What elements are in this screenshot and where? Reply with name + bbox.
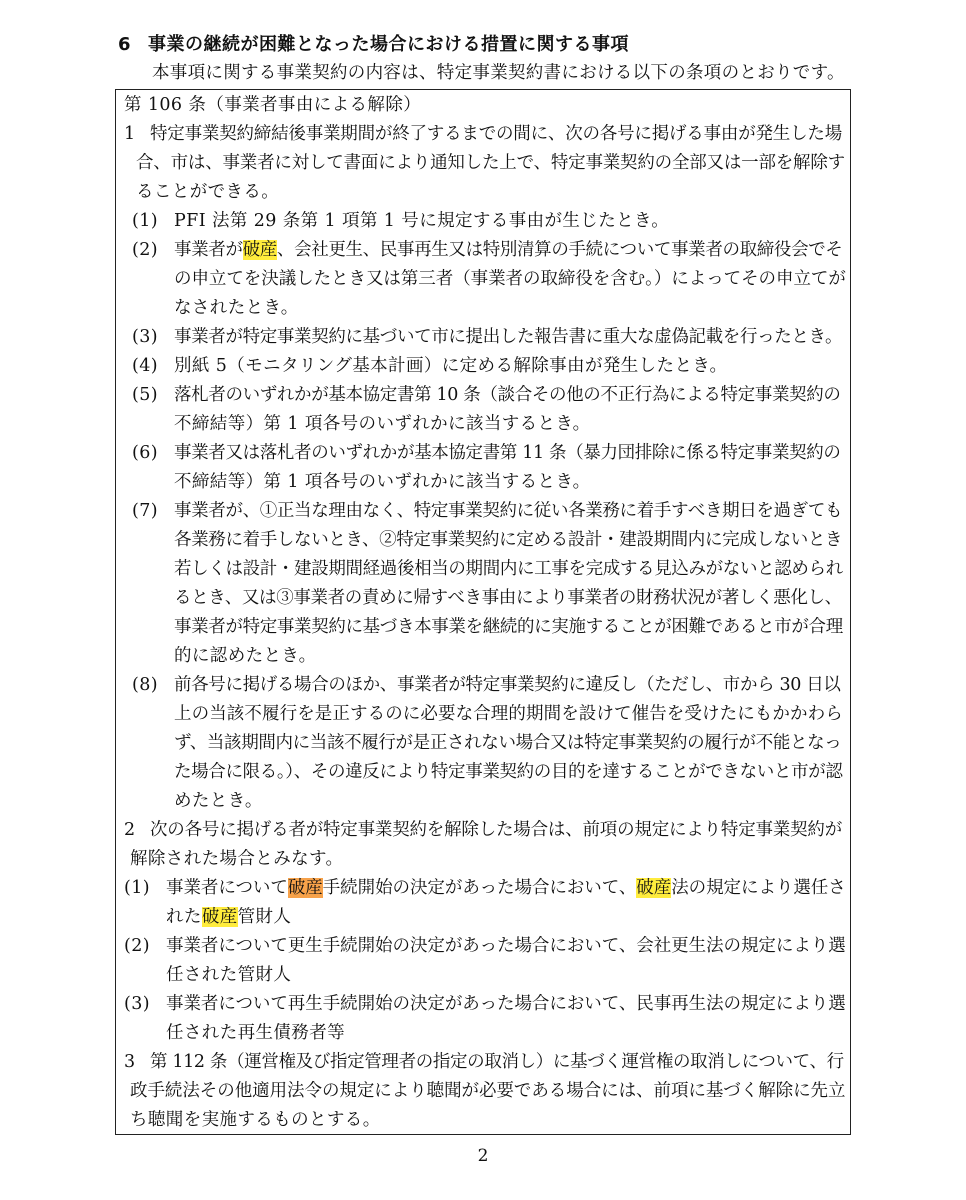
item-line xyxy=(166,875,846,901)
para3-line: 第 112 条（運営権及び指定管理者の指定の取消し）に基づく運営権の取消しについて、行 xyxy=(150,1052,844,1072)
item-line: めたとき。 xyxy=(174,791,263,811)
item-label: (2) xyxy=(132,240,158,260)
item-line: 任された再生債務者等 xyxy=(166,1023,345,1043)
text-segment: れた xyxy=(166,907,202,927)
para3-line: 政手続法その他適用法令の規定により聴聞が必要である場合には、前項に基づく解除に先立 xyxy=(130,1081,846,1101)
highlight-hasan: 破産 xyxy=(636,878,672,898)
item-line: 各業務に着手しないとき、②特定事業契約に定める設計・建設期間内に完成しないとき xyxy=(174,530,843,550)
highlight-hasan-orange: 破産 xyxy=(287,878,323,898)
item-line: 的に認めたとき。 xyxy=(174,646,317,666)
text-segment: 、会社更生、民事再生又は特別清算の手続について事業者の取締役会でそ xyxy=(276,240,843,260)
section-number: 6 xyxy=(118,34,132,55)
item-line: 別紙 5（モニタリング基本計画）に定める解除事由が発生したとき。 xyxy=(174,356,728,376)
item-line: PFI 法第 29 条第 1 項第 1 号に規定する事由が生じたとき。 xyxy=(174,211,670,231)
highlight-hasan: 破産 xyxy=(201,907,238,927)
item-label: (4) xyxy=(132,356,158,376)
item-line xyxy=(174,237,843,263)
item-line: た場合に限る。）、その違反により特定事業契約の目的を達することができないと市が認 xyxy=(174,762,843,782)
item-line: 落札者のいずれかが基本協定書第 10 条（談合その他の不正行為による特定事業契約の xyxy=(174,385,841,405)
item-line: ず、当該期間内に当該不履行が是正されない場合又は特定事業契約の履行が不能となっ xyxy=(174,733,842,753)
highlight-hasan: 破産 xyxy=(242,240,277,260)
para2-number: 2 xyxy=(124,820,136,840)
item-line: なされたとき。 xyxy=(174,298,299,318)
item-line: るとき、又は③事業者の責めに帰すべき事由により事業者の財務状況が著しく悪化し、 xyxy=(174,588,842,608)
page-number: 2 xyxy=(477,1146,489,1166)
text-segment: 事業者が xyxy=(174,240,243,260)
item-line: 事業者が特定事業契約に基づいて市に提出した報告書に重大な虚偽記載を行ったとき。 xyxy=(174,327,843,347)
para2-line: 次の各号に掲げる者が特定事業契約を解除した場合は、前項の規定により特定事業契約が xyxy=(150,820,842,840)
article-title: 第 106 条（事業者事由による解除） xyxy=(124,95,422,115)
item-line: 不締結等）第 1 項各号のいずれかに該当するとき。 xyxy=(174,472,591,492)
item-line: の申立てを決議したとき又は第三者（事業者の取締役を含む。）によってその申立てが xyxy=(174,269,846,289)
item-label: (7) xyxy=(132,501,158,521)
intro-text: 本事項に関する事業契約の内容は、特定事業契約書における以下の条項のとおりです。 xyxy=(152,63,845,83)
para2-line: 解除された場合とみなす。 xyxy=(130,849,344,869)
para3-number: 3 xyxy=(124,1052,136,1072)
item-line: 若しくは設計・建設期間経過後相当の期間内に工事を完成する見込みがないと認められ xyxy=(174,559,843,579)
item-line xyxy=(166,904,291,930)
item-line: 事業者について更生手続開始の決定があった場合において、会社更生法の規定により選 xyxy=(166,936,846,956)
item-line: 任された管財人 xyxy=(166,965,292,985)
item-line: 不締結等）第 1 項各号のいずれかに該当するとき。 xyxy=(174,414,591,434)
item-label: (8) xyxy=(132,675,158,695)
section-heading xyxy=(118,30,629,56)
text-segment: 手続開始の決定があった場合において、 xyxy=(322,878,637,898)
item-line: 事業者が、①正当な理由なく、特定事業契約に従い各業務に着手すべき期日を過ぎても xyxy=(174,501,843,521)
item-line: 前各号に掲げる場合のほか、事業者が特定事業契約に違反し（ただし、市から 30 日以 xyxy=(174,675,841,695)
text-segment: 管財人 xyxy=(237,907,292,927)
item-label: (2) xyxy=(124,936,150,956)
item-line: 事業者が特定事業契約に基づき本事業を継続的に実施することが困難であると市が合理 xyxy=(174,617,843,637)
item-label: (1) xyxy=(124,878,150,898)
para1-line: 合、市は、事業者に対して書面により通知した上で、特定事業契約の全部又は一部を解除す xyxy=(136,153,845,173)
section-title: 事業の継続が困難となった場合における措置に関する事項 xyxy=(148,34,629,55)
item-label: (6) xyxy=(132,443,158,463)
para1-number: 1 xyxy=(124,124,136,144)
item-label: (3) xyxy=(132,327,158,347)
item-line: 上の当該不履行を是正するのに必要な合理的期間を設けて催告を受けたにもかかわら xyxy=(174,704,843,724)
item-label: (3) xyxy=(124,994,150,1014)
para1-line: 特定事業契約締結後事業期間が終了するまでの間に、次の各号に掲げる事由が発生した場 xyxy=(150,124,842,144)
item-label: (5) xyxy=(132,385,158,405)
contract-clause-box xyxy=(115,89,851,1135)
item-line: 事業者又は落札者のいずれかが基本協定書第 11 条（暴力団排除に係る特定事業契約の xyxy=(174,443,841,463)
text-segment: 法の規定により選任さ xyxy=(671,878,846,898)
text-segment: 事業者について xyxy=(166,878,288,898)
item-line: 事業者について再生手続開始の決定があった場合において、民事再生法の規定により選 xyxy=(166,994,846,1014)
item-label: (1) xyxy=(132,211,158,231)
para3-line: ち聴聞を実施するものとする。 xyxy=(130,1110,381,1130)
para1-line: ることができる。 xyxy=(136,182,280,202)
